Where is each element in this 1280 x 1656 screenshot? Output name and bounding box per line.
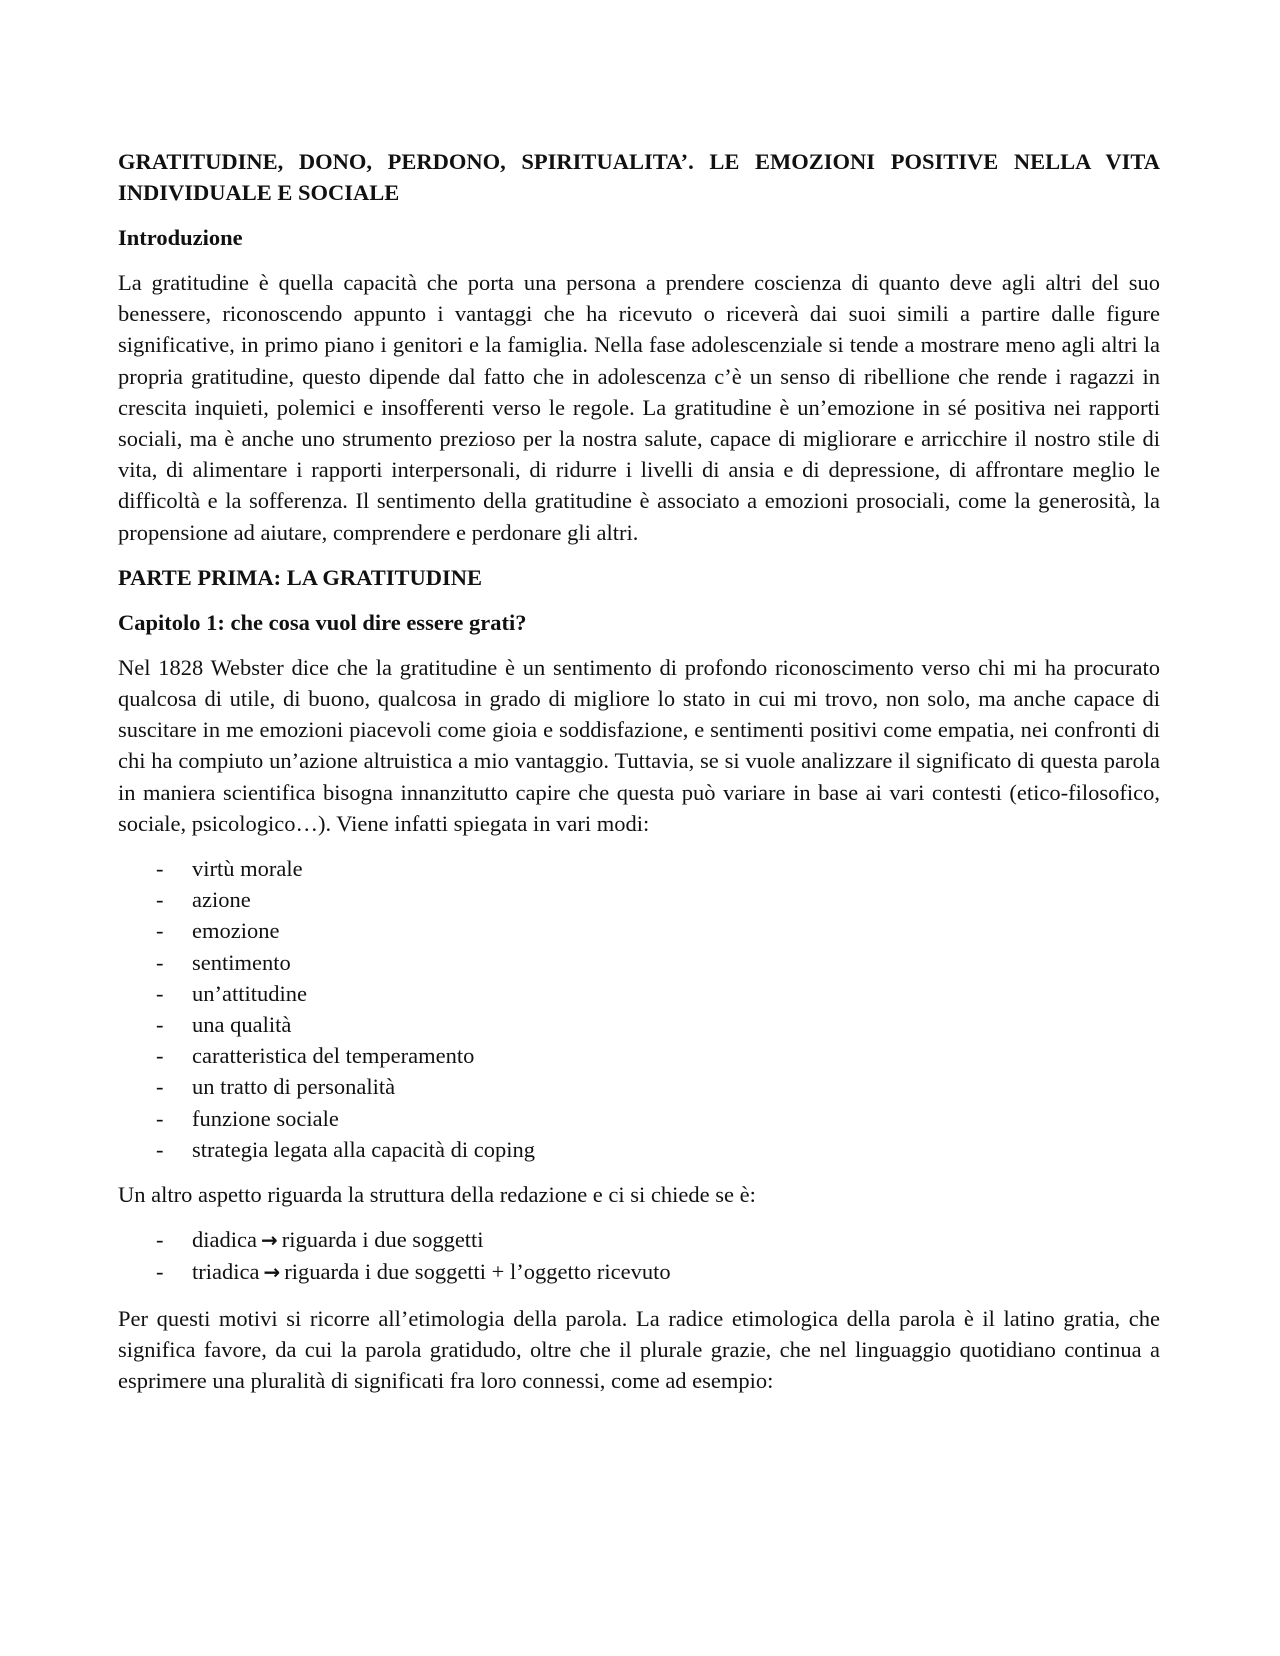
bullet-dash: -: [156, 887, 164, 913]
bullet-dash: -: [156, 1136, 164, 1162]
bullet-dash: -: [156, 980, 164, 1006]
bullet-dash: -: [156, 918, 164, 944]
structure-term: triadica: [192, 1259, 260, 1285]
list-item: [156, 1256, 1160, 1288]
list-item-text: sentimento: [192, 949, 291, 975]
list-item: [156, 1071, 1160, 1102]
list-item-text: virtù morale: [192, 856, 303, 882]
intro-heading: Introduzione: [118, 225, 243, 250]
document-page: [118, 146, 1160, 1410]
list-item: [156, 1009, 1160, 1040]
structure-list: [118, 1224, 1160, 1288]
structure-description: riguarda i due soggetti: [281, 1227, 484, 1253]
chapter-heading: Capitolo 1: che cosa vuol dire essere grati?: [118, 609, 527, 635]
list-item: [156, 1224, 1160, 1256]
list-item: [156, 1103, 1160, 1134]
bullet-dash: -: [156, 1043, 164, 1069]
modes-list: [118, 853, 1160, 1165]
bullet-dash: -: [156, 1105, 164, 1131]
bullet-dash: -: [156, 1074, 164, 1100]
bullet-dash: -: [156, 1259, 164, 1285]
list-item: [156, 1040, 1160, 1071]
bullet-dash: -: [156, 1227, 164, 1253]
list-item: [156, 947, 1160, 978]
list-item: [156, 978, 1160, 1009]
list-item-text: un tratto di personalità: [192, 1074, 396, 1100]
arrow-right-icon: →: [263, 1260, 281, 1285]
list-item-text: un’attitudine: [192, 980, 307, 1006]
list-item-text: emozione: [192, 918, 280, 944]
list-item-text: una qualità: [192, 1012, 292, 1038]
list-item: [156, 853, 1160, 884]
intro-paragraph: La gratitudine è quella capacità che porta una persona a prendere coscienza di quanto deve agli altri del suo benessere, riconoscendo appunto i vantaggi che ha ricevuto o riceverà dai suoi simili a partire dalle figure significative, in primo piano i genitori e la famiglia. Nella fase adolescenziale si tende a mostrare meno agli altri la propria gratitudine, questo dipende dal fatto che in adolescenza c’è un senso di ribellione che rende i ragazzi in crescita inquieti, polemici e insofferenti verso le regole. La gratitudine è un’emozione in sé positiva nei rapporti sociali, ma è anche uno strumento prezioso per la nostra salute, capace di migliorare e arricchire il nostro stile di vita, di alimentare i rapporti interpersonali, di ridurre i livelli di ansia e di depressione, di affrontare meglio le difficoltà e la sofferenza. Il sentimento della gratitudine è associato a emozioni prosociali, come la generosità, la propensione ad aiutare, comprendere e perdonare gli altri.: [118, 270, 1160, 545]
part-heading: PARTE PRIMA: LA GRATITUDINE: [118, 564, 483, 590]
structure-paragraph: Un altro aspetto riguarda la struttura della redazione e ci si chiede se è:: [118, 1182, 756, 1208]
bullet-dash: -: [156, 856, 164, 882]
list-item-text: azione: [192, 887, 251, 913]
bullet-dash: -: [156, 949, 164, 975]
etymology-paragraph: Per questi motivi si ricorre all’etimologia della parola. La radice etimologica della parola è il latino gratia, che significa favore, da cui la parola gratidudo, oltre che il plurale grazie, che nel linguaggio quotidiano continua a esprimere una pluralità di significati fra loro connessi, come ad esempio:: [118, 1305, 1160, 1394]
structure-term: diadica: [192, 1227, 257, 1253]
chapter-paragraph: Nel 1828 Webster dice che la gratitudine è un sentimento di profondo riconoscimento verso chi mi ha procurato qualcosa di utile, di buono, qualcosa in grado di migliore lo stato in cui mi trovo, non solo, ma anche capace di suscitare in me emozioni piacevoli come gioia e soddisfazione, e sentimenti positivi come empatia, nei confronti di chi ha compiuto un’azione altruistica a mio vantaggio. Tuttavia, se si vuole analizzare il significato di questa parola in maniera scientifica bisogna innanzitutto capire che questa può variare in base ai vari contesti (etico-filosofico, sociale, psicologico…). Viene infatti spiegata in vari modi:: [118, 654, 1160, 836]
structure-description: riguarda i due soggetti + l’oggetto ricevuto: [284, 1259, 671, 1285]
list-item: [156, 1134, 1160, 1165]
list-item: [156, 884, 1160, 915]
list-item-text: strategia legata alla capacità di coping: [192, 1136, 535, 1162]
list-item-text: caratteristica del temperamento: [192, 1043, 475, 1069]
list-item-text: funzione sociale: [192, 1105, 339, 1131]
bullet-dash: -: [156, 1012, 164, 1038]
document-title: GRATITUDINE, DONO, PERDONO, SPIRITUALITA’. LE EMOZIONI POSITIVE NELLA VITA INDIVIDUALE E SOCIALE: [118, 149, 1160, 205]
list-item: [156, 915, 1160, 946]
arrow-right-icon: →: [260, 1228, 278, 1253]
